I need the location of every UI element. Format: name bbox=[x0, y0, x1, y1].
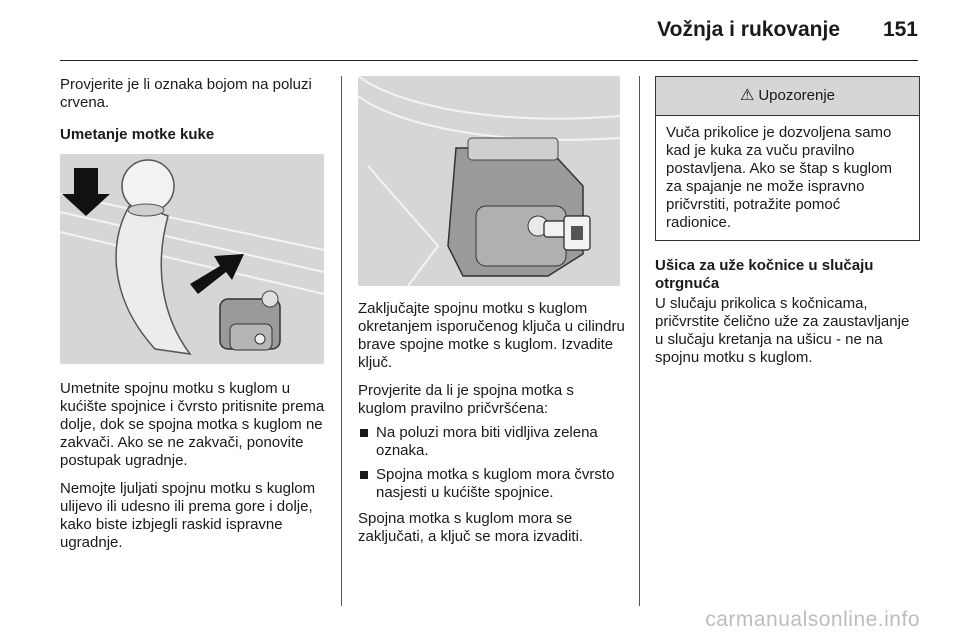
warning-body: Vuča prikolice je dozvoljena samo kad je kuka za vuču pravilno postavljena. Ako se štap s kuglom za spajanje ne može ispravno pričvrstiti, potražite pomoć radionice. bbox=[666, 124, 892, 231]
paragraph-must-lock: Spojna motka s kuglom mora se zaključati, a ključ se mora izvaditi. bbox=[358, 510, 584, 545]
lock-key-illustration bbox=[358, 76, 620, 286]
bullet-square-icon bbox=[360, 429, 368, 437]
tow-bar-illustration bbox=[60, 154, 324, 364]
section-heading-insert-hook: Umetanje motke kuke bbox=[60, 126, 215, 143]
warning-box bbox=[655, 76, 920, 241]
list-item: Spojna motka s kuglom mora čvrsto nasjesti u kućište spojnice. bbox=[358, 466, 626, 502]
warning-title: Upozorenje bbox=[758, 87, 836, 104]
check-list bbox=[358, 424, 626, 502]
list-item: Na poluzi mora biti vidljiva zelena oznaka. bbox=[358, 424, 626, 460]
section-heading-breakaway-cable: Ušica za uže kočnice u slučaju otrgnuća bbox=[655, 257, 874, 292]
page-number: 151 bbox=[882, 18, 918, 41]
column-3 bbox=[655, 76, 920, 377]
header-rule bbox=[60, 60, 918, 61]
warning-triangle-icon: ⚠ bbox=[739, 87, 755, 104]
page-title: Vožnja i rukovanje bbox=[657, 18, 840, 41]
column-divider-1 bbox=[341, 76, 342, 606]
column-1 bbox=[60, 76, 328, 562]
figure-lock-key bbox=[358, 76, 620, 286]
figure-insert-ball-bar bbox=[60, 154, 324, 364]
column-divider-2 bbox=[639, 76, 640, 606]
paragraph-do-not-swing: Nemojte ljuljati spojnu motku s kuglom ulijevo ili udesno ili prema gore i dolje, kako biste izbjegli raskid ispravne ugradnje. bbox=[60, 480, 316, 551]
warning-header bbox=[656, 77, 919, 116]
paragraph-check-secure: Provjerite da li je spojna motka s kuglom pravilno pričvršćena: bbox=[358, 382, 574, 417]
paragraph-insert-instructions: Umetnite spojnu motku s kuglom u kućište spojnice i čvrsto pritisnite prema dolje, dok se spojna motka s kuglom ne zakvači. Ako se ne zakvači, ponovite postupak ugradnje. bbox=[60, 380, 325, 469]
paragraph-lock-instructions: Zaključajte spojnu motku s kuglom okretanjem isporučenog ključa u cilindru brave spojne motke s kuglom. Izvadite ključ. bbox=[358, 300, 625, 371]
watermark-text: carmanualsonline.info bbox=[705, 608, 920, 631]
page-header bbox=[0, 0, 960, 60]
paragraph-check-lever: Provjerite je li oznaka bojom na poluzi crvena. bbox=[60, 76, 312, 111]
column-2 bbox=[358, 76, 626, 556]
paragraph-breakaway-cable: U slučaju prikolica s kočnicama, pričvrstite čelično uže za zaustavljanje u slučaju kretanja na ušicu - ne na spojnu motku s kuglom. bbox=[655, 295, 910, 366]
bullet-square-icon bbox=[360, 471, 368, 479]
